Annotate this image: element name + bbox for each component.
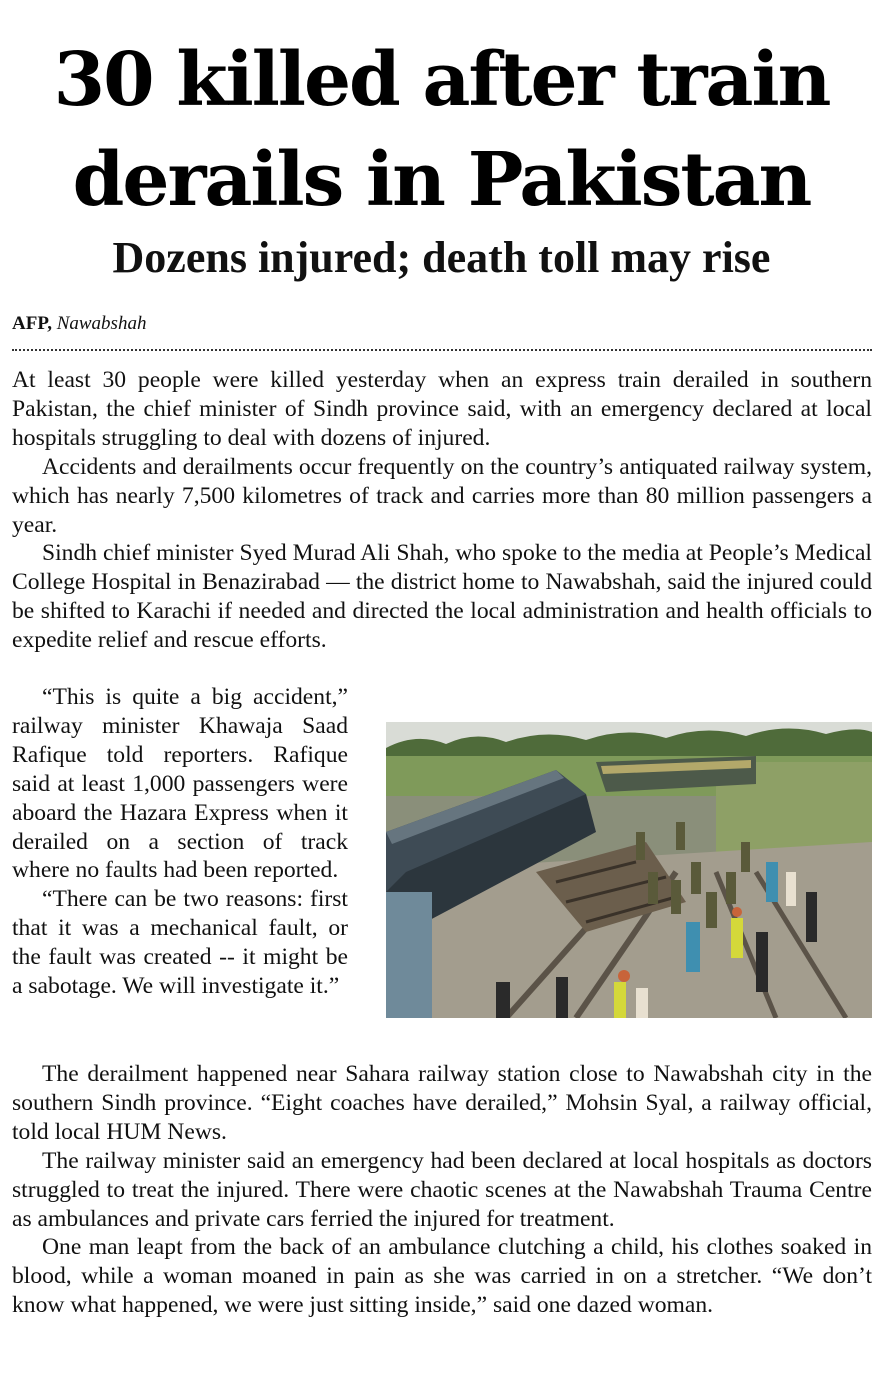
byline [12, 313, 146, 335]
article-body-top [12, 366, 872, 655]
dotted-divider [12, 349, 872, 351]
headline-line-2: derails in Pakistan [72, 137, 811, 223]
article-body-side [12, 683, 348, 1001]
paragraph: The railway minister said an emergency had been declared at local hospitals as doctors struggled to treat the injured. There were chaotic scenes at the Nawabshah Trauma Centre as ambulances and private cars ferried the injured for treatment. [12, 1147, 872, 1232]
subheadline: Dozens injured; death toll may rise [112, 233, 771, 282]
paragraph: At least 30 people were killed yesterday when an express train derailed in southern Pakistan, the chief minister of Sindh province said, with an emergency declared at local hospitals struggling to deal with dozens of injured. [12, 367, 872, 451]
headline [0, 30, 883, 230]
derailment-photo [386, 722, 872, 1018]
article-body-bottom [12, 1060, 872, 1320]
paragraph: The derailment happened near Sahara railway station close to Nawabshah city in the southern Sindh province. “Eight coaches have derailed,” Mohsin Syal, a railway official, told local HUM News. [12, 1061, 872, 1145]
paragraph: One man leapt from the back of an ambulance clutching a child, his clothes soaked in blood, while a woman moaned in pain as she was carried in on a stretcher. “We don’t know what happened, we were just sitting inside,” said one dazed woman. [12, 1234, 872, 1319]
headline-line-1: 30 killed after train [53, 37, 830, 123]
paragraph: Accidents and derailments occur frequently on the country’s antiquated railway system, which has nearly 7,500 kilometres of track and carries more than 80 million passengers a year. [12, 453, 872, 538]
paragraph: “This is quite a big accident,” railway minister Khawaja Saad Rafique told reporters. Rafique said at least 1,000 passengers were aboard the Hazara Express when it derailed on a section of track where no faults had been reported. [12, 684, 348, 884]
byline-location: Nawabshah [56, 313, 147, 334]
paragraph: “There can be two reasons: first that it was a mechanical fault, or the fault was created -- it might be a sabotage. We will investigate it.” [12, 886, 348, 1000]
byline-agency: AFP, [12, 313, 52, 334]
paragraph: Sindh chief minister Syed Murad Ali Shah, who spoke to the media at People’s Medical College Hospital in Benazirabad — the district home to Nawabshah, said the injured could be shifted to Karachi if needed and directed the local administration and health officials to expedite relief and rescue efforts. [12, 540, 872, 654]
